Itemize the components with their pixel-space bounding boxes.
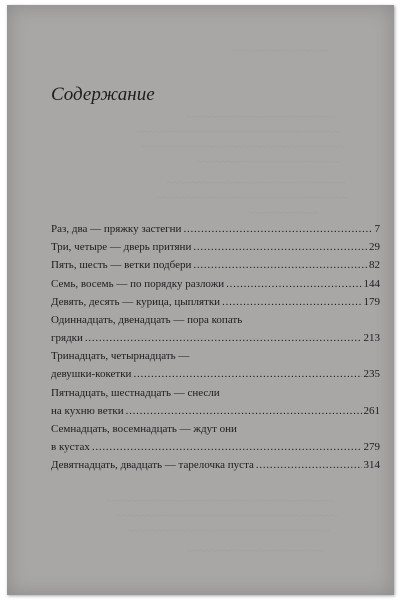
toc-leader-dots	[256, 456, 362, 474]
toc-leader-dots	[222, 293, 361, 311]
show-through-text: ~~~~~~~~~~~~~~~~~~~~~~~~~~~~~~~~	[157, 192, 348, 204]
toc-entry-continuation	[51, 402, 380, 420]
toc-entry-title: грядки	[51, 332, 83, 345]
toc-leader-dots	[133, 366, 361, 384]
toc-entry-title: Девять, десять — курица, цыплятки	[51, 295, 221, 308]
toc-entry-title: девушки-кокетки	[51, 368, 132, 381]
toc-entry-title: Тринадцать, четырнадцать —	[51, 350, 190, 363]
toc-entry-line	[51, 384, 380, 402]
toc-entry-title: в кустах	[51, 441, 90, 454]
toc-leader-dots	[92, 438, 362, 456]
show-through-text: ~~~~~~~~~~~~~~~~~~~~~~~~~~~~~~~~~~	[142, 141, 345, 153]
toc-entry-line	[51, 420, 380, 438]
toc-entry-line	[51, 220, 380, 238]
toc-entry-title: на кухню ветки	[51, 404, 124, 417]
toc-entry	[51, 293, 380, 311]
show-through-text: ~~~~~~~~~~~~~~~~~~~~~~~~~~~~~~	[167, 177, 346, 189]
show-through-text: ~~~~~~~~~~~~~~~~	[232, 45, 328, 57]
page-title: Содержание	[51, 84, 155, 105]
toc-entry	[51, 456, 380, 474]
toc-entry-line	[51, 311, 380, 329]
toc-entry	[51, 384, 380, 420]
toc-entry-continuation	[51, 329, 380, 347]
book-page	[7, 5, 394, 595]
toc-entry-title: Семнадцать, восемнадцать — ждут они	[51, 423, 237, 436]
show-through-text: ~~~~~~~~~~~~~~~~~~~~~~~	[187, 545, 324, 557]
toc-page-number: 261	[363, 404, 380, 417]
toc-entry-continuation	[51, 438, 380, 456]
show-through-text: ~~~~~~~~~~~~~~~~~~~~~~~~~	[187, 111, 336, 123]
toc-page-number: 144	[363, 277, 380, 290]
toc-entry	[51, 256, 380, 274]
toc-page-number: 314	[363, 459, 380, 472]
toc-page-number: 235	[363, 368, 380, 381]
toc-entry-title: Три, четыре — дверь притяни	[51, 241, 192, 254]
show-through-text: ~~~~~~~~~~~~	[247, 207, 319, 219]
table-of-contents	[51, 220, 380, 475]
toc-page-number: 179	[363, 295, 380, 308]
toc-entry-continuation	[51, 366, 380, 384]
toc-entry-line	[51, 256, 380, 274]
toc-leader-dots	[183, 220, 372, 238]
toc-page-number: 213	[363, 332, 380, 345]
toc-entry	[51, 238, 380, 256]
toc-entry-line	[51, 293, 380, 311]
show-through-text: ~~~~~~~~~~~~~~~~~~~~~~~~~~~~~~~~~~~~~~	[107, 495, 334, 507]
toc-leader-dots	[193, 238, 367, 256]
show-through-text: ~~~~~~~~~~~~~~~~~~~~~~~~	[197, 156, 340, 168]
toc-entry	[51, 220, 380, 238]
toc-leader-dots	[226, 275, 361, 293]
toc-entry-title: Одиннадцать, двенадцать — пора копать	[51, 313, 243, 326]
toc-entry-title: Пятнадцать, шестнадцать — снесли	[51, 386, 220, 399]
toc-page-number: 7	[374, 222, 380, 235]
toc-leader-dots	[126, 402, 362, 420]
toc-entry	[51, 311, 380, 347]
toc-page-number: 279	[363, 441, 380, 454]
toc-entry-title: Семь, восемь — по порядку разложи	[51, 277, 225, 290]
toc-entry-line	[51, 275, 380, 293]
toc-leader-dots	[193, 256, 367, 274]
toc-entry	[51, 347, 380, 383]
toc-entry-line	[51, 238, 380, 256]
toc-entry-title: Пять, шесть — ветки подбери	[51, 259, 192, 272]
show-through-text: ~~~~~~~~~~~~~~~~~~~~~~~~~~~~~~~~~~	[127, 525, 330, 537]
toc-leader-dots	[85, 329, 362, 347]
toc-page-number: 82	[369, 259, 380, 272]
toc-entry-line	[51, 456, 380, 474]
toc-entry-title: Девятнадцать, двадцать — тарелочка пуста	[51, 459, 254, 472]
toc-entry	[51, 275, 380, 293]
toc-entry	[51, 420, 380, 456]
show-through-text: ~~~~~~~~~~~~~~~~~~~~~~~~~~~~~~~~~~~~~	[117, 510, 338, 522]
toc-entry-line	[51, 347, 380, 365]
toc-entry-title: Раз, два — пряжку застегни	[51, 222, 182, 235]
toc-page-number: 29	[369, 241, 380, 254]
show-through-text: ~~~~~~~~~~~~~~~~~~~~~~~~~~~~~~~~~~	[137, 126, 340, 138]
